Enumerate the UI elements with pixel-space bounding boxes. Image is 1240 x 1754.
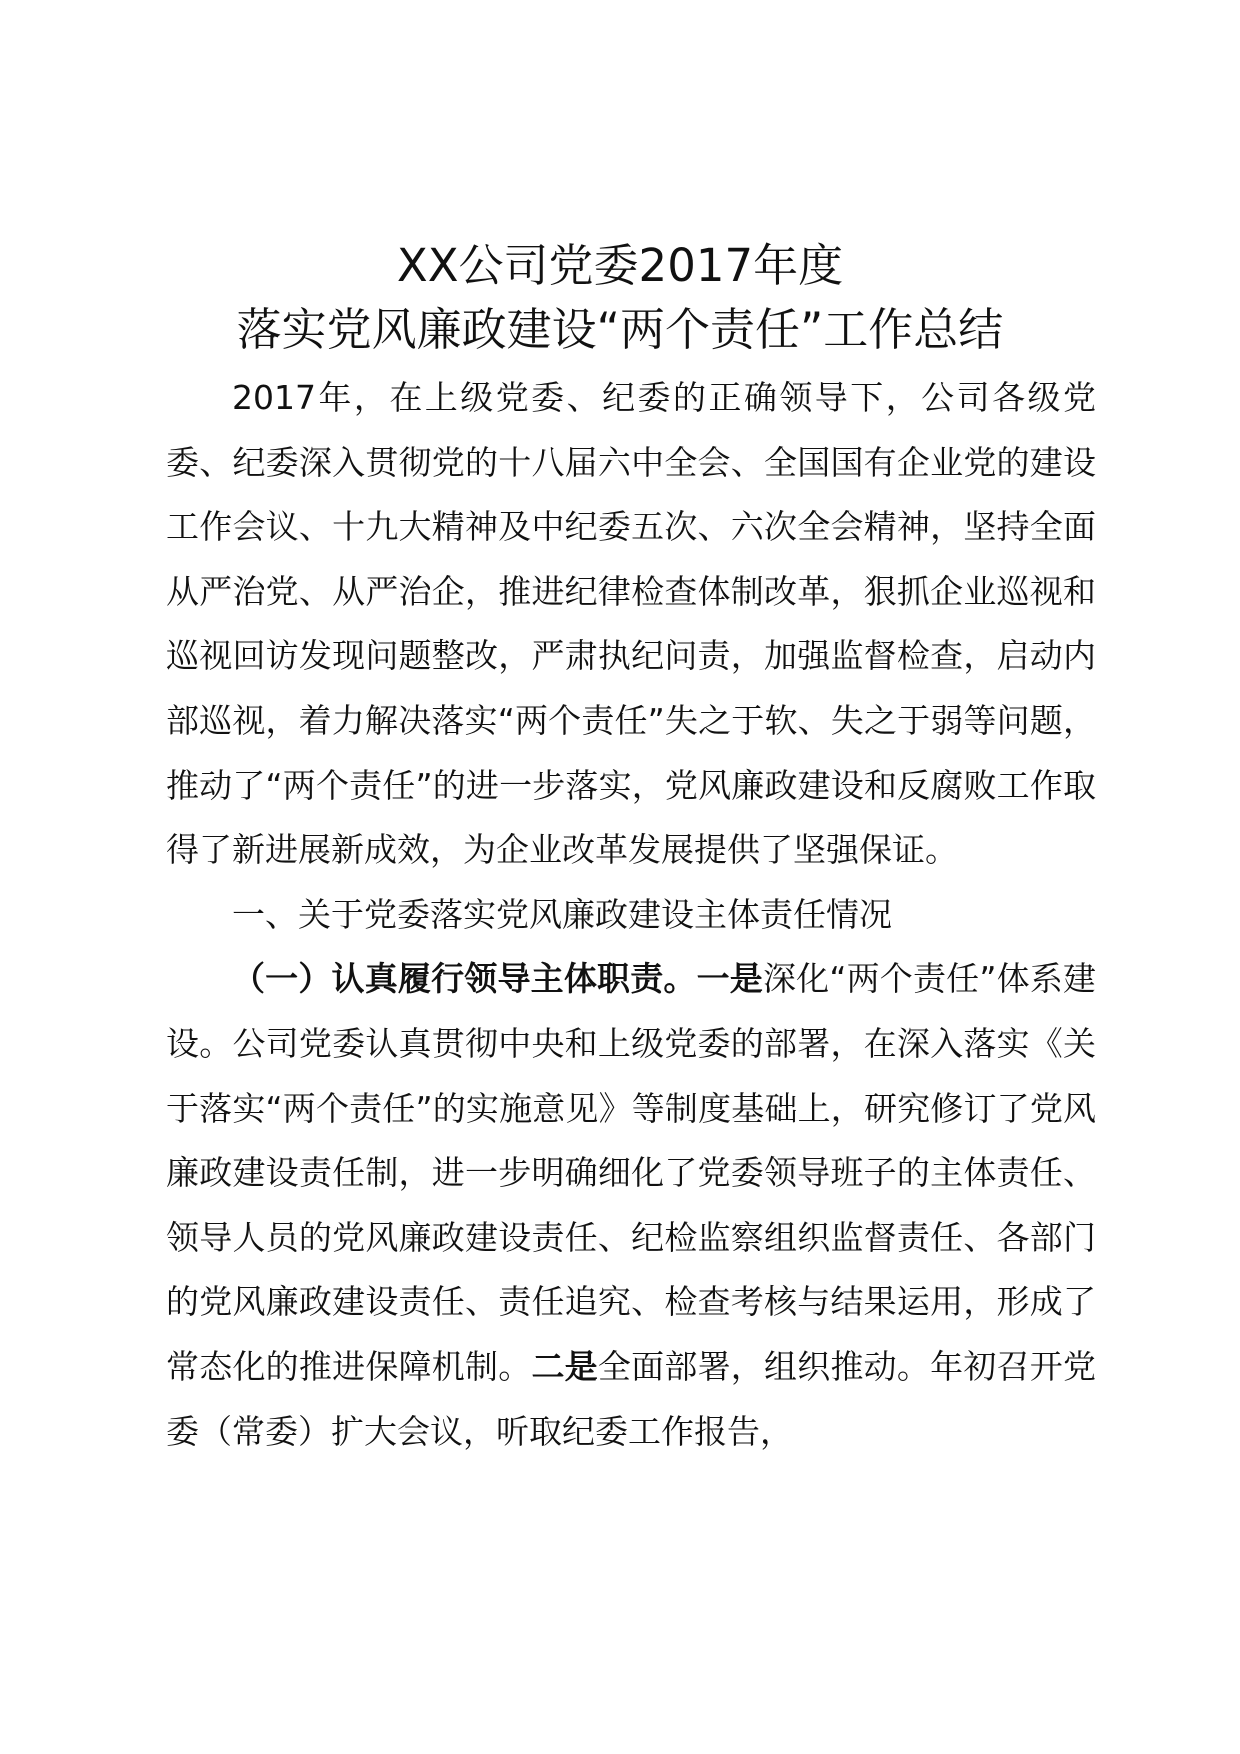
document-body <box>166 366 1096 1464</box>
subsection-1-heading: （一）认真履行领导主体职责。 <box>232 959 697 999</box>
intro-paragraph: 2017年，在上级党委、纪委的正确领导下，公司各级党委、纪委深入贯彻党的十八届六中全会、全国国有企业党的建设工作会议、十九大精神及中纪委五次、六次全会精神，坚持全面从严治党、从严治企，推进纪律检查体制改革，狠抓企业巡视和巡视回访发现问题整改，严肃执纪问责，加强监督检查，启动内部巡视，着力解决落实“两个责任”失之于软、失之于弱等问题，推动了“两个责任”的进一步落实，党风廉政建设和反腐败工作取得了新进展新成效，为企业改革发展提供了坚强保证。 <box>166 378 1096 870</box>
document-title-line-1: XX公司党委2017年度 <box>396 239 844 292</box>
section-1-heading: 一、关于党委落实党风廉政建设主体责任情况 <box>232 894 892 934</box>
point-2-label: 二是 <box>531 1346 598 1386</box>
subsection-1-paragraph <box>166 947 1096 1464</box>
point-2-text: 全面部署，组织推动。年初召开党委（常委）扩大会议，听取纪委工作报告， <box>166 1346 1097 1451</box>
point-1-label: 一是 <box>696 959 763 999</box>
point-1-text: 深化“两个责任”体系建设。公司党委认真贯彻中央和上级党委的部署，在深入落实《关于落实“两个责任”的实施意见》等制度基础上，研究修订了党风廉政建设责任制，进一步明确细化了党委领导班子的主体责任、领导人员的党风廉政建设责任、纪检监察组织监督责任、各部门的党风廉政建设责任、责任追究、检查考核与结果运用，形成了常态化的推进保障机制。 <box>166 959 1097 1386</box>
document-title-line-2: 落实党风廉政建设“两个责任”工作总结 <box>236 303 1004 356</box>
